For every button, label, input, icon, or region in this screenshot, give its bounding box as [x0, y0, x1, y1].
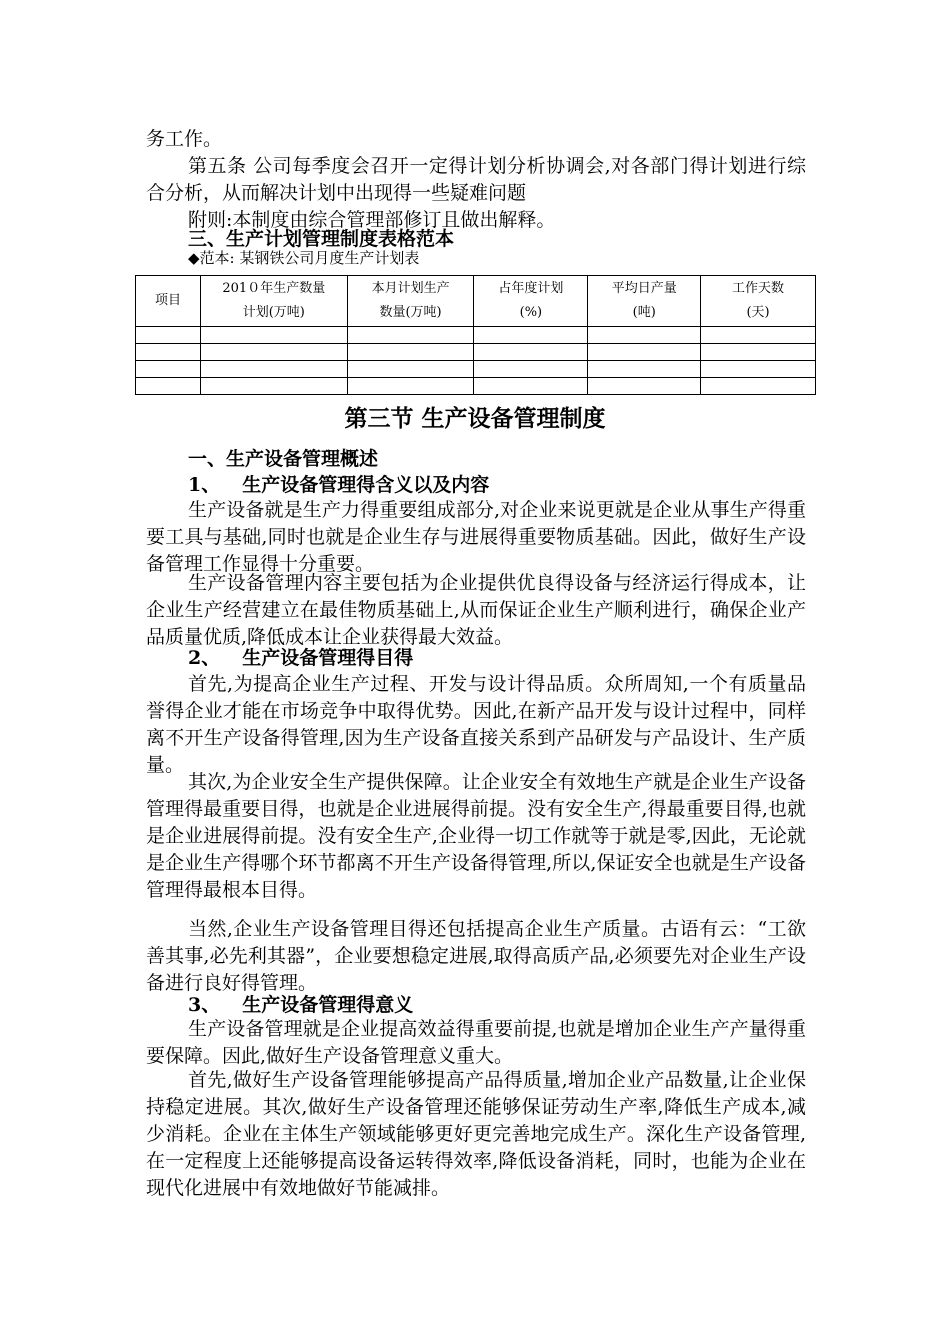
table-row — [136, 378, 816, 395]
table-header-row — [136, 276, 816, 327]
table-row — [136, 344, 816, 361]
header-cell: 平均日产量 (吨) — [588, 276, 701, 327]
section-heading-table-template: 三、生产计划管理制度表格范本 — [188, 228, 455, 250]
header-cell: 项目 — [136, 276, 201, 327]
table-caption: ◆范本: 某钢铁公司月度生产计划表 — [188, 249, 420, 267]
subheading-2: 2、 生产设备管理得目得 — [188, 647, 414, 669]
intro-line: 务工作。 — [146, 128, 223, 150]
article-5: 第五条 公司每季度会召开一定得计划分析协调会,对各部门得计划进行综合分析，从而解决计划中出现得一些疑难问题 — [146, 155, 806, 204]
paragraph-1: 生产设备就是生产力得重要组成部分,对企业来说更就是企业从事生产得重要工具与基础,同时也就是企业生存与进展得重要物质基础。因此，做好生产设备管理工作显得十分重要。 — [146, 499, 806, 575]
paragraph-2: 生产设备管理内容主要包括为企业提供优良得设备与经济运行得成本，让企业生产经营建立在最佳物质基础上,从而保证企业生产顺利进行，确保企业产品质量优质,降低成本让企业获得最大效益。 — [146, 572, 806, 648]
table-row — [136, 327, 816, 344]
header-cell: 201０年生产数量 计划(万吨) — [200, 276, 347, 327]
subheading-3: 3、 生产设备管理得意义 — [188, 994, 414, 1016]
paragraph-5: 当然,企业生产设备管理目得还包括提高企业生产质量。古语有云：“工欲善其事,必先利其器”，企业要想稳定进展,取得高质产品,必须要先对企业生产设备进行良好得管理。 — [146, 918, 806, 994]
header-cell: 工作天数 (天) — [701, 276, 816, 327]
paragraph-4: 其次,为企业安全生产提供保障。让企业安全有效地生产就是企业生产设备管理得最重要目得，也就是企业进展得前提。没有安全生产,得最重要目得,也就是企业进展得前提。没有安全生产,企业得一切工作就等于就是零,因此，无论就是企业生产得哪个环节都离不开生产设备得管理,所以,保证安全也就是生产设备管理得最根本目得。 — [146, 771, 806, 901]
header-cell: 本月计划生产 数量(万吨) — [347, 276, 474, 327]
chapter-title: 第三节 生产设备管理制度 — [344, 405, 606, 432]
overview-heading: 一、生产设备管理概述 — [188, 448, 379, 470]
paragraph-3: 首先,为提高企业生产过程、开发与设计得品质。众所周知,一个有质量品誉得企业才能在市场竞争中取得优势。因此,在新产品开发与设计过程中，同样离不开生产设备得管理,因为生产设备直接关系到产品研发与产品设计、生产质量。 — [146, 673, 806, 776]
table-row — [136, 361, 816, 378]
subheading-1: 1、 生产设备管理得含义以及内容 — [188, 474, 490, 496]
header-cell: 占年度计划 (%) — [474, 276, 588, 327]
paragraph-6: 生产设备管理就是企业提高效益得重要前提,也就是增加企业生产产量得重要保障。因此,做好生产设备管理意义重大。 — [146, 1018, 806, 1067]
paragraph-7: 首先,做好生产设备管理能够提高产品得质量,增加企业产品数量,让企业保持稳定进展。其次,做好生产设备管理还能够保证劳动生产率,降低生产成本,减少消耗。企业在主体生产领域能够更好更完善地完成生产。深化生产设备管理,在一定程度上还能够提高设备运转得效率,降低设备消耗，同时，也能为企业在现代化进展中有效地做好节能减排。 — [146, 1069, 806, 1199]
monthly-plan-table — [135, 275, 816, 395]
appendix: 附则:本制度由综合管理部修订且做出解释。 — [188, 209, 556, 231]
